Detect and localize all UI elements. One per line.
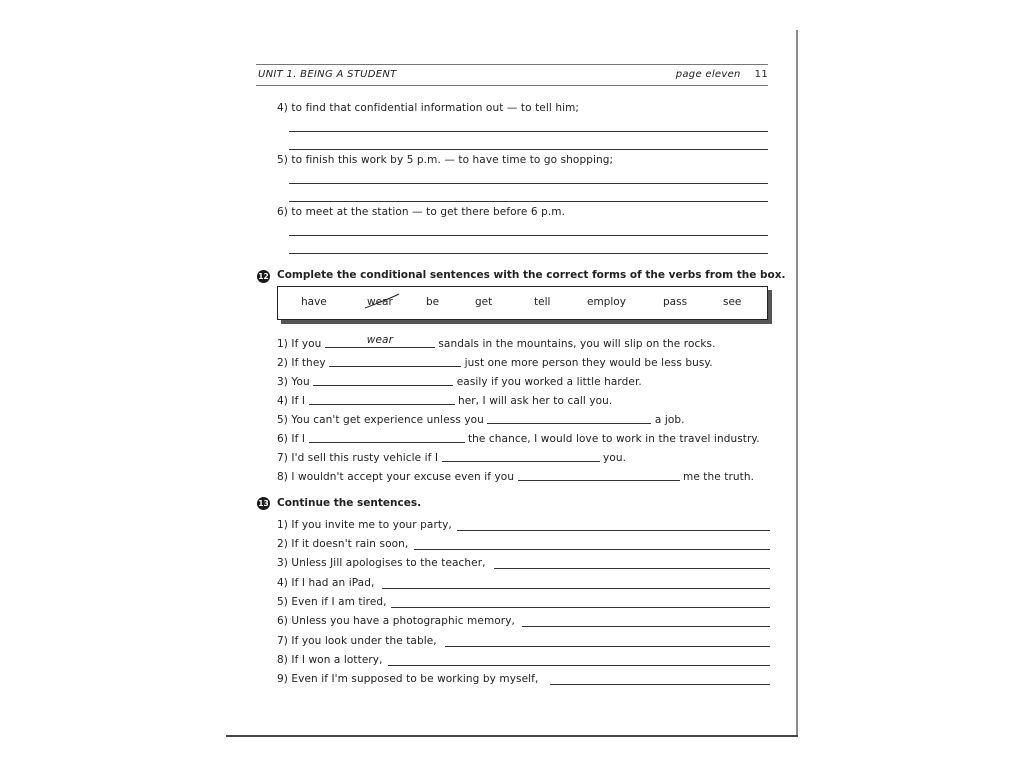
item-text-before: 1) If you [277,338,322,350]
item-text-after: just one more person they would be less busy. [464,357,713,369]
item-text-after: her, I will ask her to call you. [457,395,613,407]
exercise-13-item: 2) If it doesn't rain soon, [277,538,409,550]
item-text-before: 6) If I [277,433,306,445]
verb-word-crossed-text: wear [367,296,393,308]
page-number: 11 [754,69,768,80]
answer-line[interactable] [289,253,768,254]
item-text-after: easily if you worked a little harder. [456,376,642,388]
item-text-after: you. [603,452,627,464]
answer-line[interactable] [289,183,768,184]
answer-line[interactable] [391,607,770,608]
header-rule-top [256,64,768,65]
answer-line[interactable] [289,149,768,150]
page-edge-bottom [226,735,798,737]
answer-line[interactable] [289,201,768,202]
answer-line[interactable] [445,646,770,647]
exercise-12-item [277,469,754,483]
answer-line[interactable] [522,626,770,627]
exercise-12-item [277,336,716,350]
verb-word: be [426,296,440,308]
exercise-13-item: 1) If you invite me to your party, [277,519,452,531]
answer-blank[interactable] [329,355,461,367]
exercise-13-instruction: Continue the sentences. [277,497,422,509]
answer-line[interactable] [289,131,768,132]
page-label-text: page eleven [675,69,741,80]
item-text-after: a job. [654,414,685,426]
item-text-after: sandals in the mountains, you will slip on the rocks. [438,338,716,350]
header-rule-bottom [256,85,768,86]
exercise-12-item [277,412,685,426]
verb-word: have [301,296,327,308]
prev-item: 6) to meet at the station — to get there before 6 p.m. [277,206,566,218]
item-text-before: 8) I wouldn't accept your excuse even if you [277,471,515,483]
answer-line[interactable] [388,665,770,666]
verb-word: pass [663,296,688,308]
exercise-12-badge: 12 [258,272,269,281]
prev-item: 5) to finish this work by 5 p.m. — to have time to go shopping; [277,154,614,166]
answer-blank[interactable] [313,374,453,386]
answer-blank[interactable] [309,431,465,443]
exercise-13-badge: 13 [258,499,269,508]
exercise-12-item [277,374,642,388]
page-edge-right [796,30,798,736]
exercise-13-item: 4) If I had an iPad, [277,577,375,589]
item-text-before: 4) If I [277,395,306,407]
answer-line[interactable] [494,568,770,569]
exercise-13-item: 8) If I won a lottery, [277,654,383,666]
item-text-before: 7) I'd sell this rusty vehicle if I [277,452,439,464]
verb-word: get [475,296,493,308]
answer-blank[interactable] [487,412,651,424]
item-text-before: 2) If they [277,357,326,369]
exercise-12-item [277,355,713,369]
item-text-after: the chance, I would love to work in the travel industry. [467,433,760,445]
answer-blank[interactable] [325,336,435,348]
page-label [676,69,768,80]
verb-word: tell [534,296,551,308]
answer-line[interactable] [414,549,770,550]
answer-blank[interactable] [442,450,600,462]
exercise-12-instruction: Complete the conditional sentences with the correct forms of the verbs from the box. [277,269,786,281]
answer-line[interactable] [382,588,770,589]
answer-line[interactable] [457,530,770,531]
exercise-12-item [277,450,626,464]
item-text-after: me the truth. [682,471,755,483]
answer-line[interactable] [550,684,770,685]
verb-word: see [723,296,742,308]
answer-blank[interactable] [309,393,455,405]
strike-through-mark [361,290,403,316]
verb-box [277,286,768,320]
item-text-before: 3) You [277,376,310,388]
item-text-before: 5) You can't get experience unless you [277,414,484,426]
unit-title: UNIT 1. BEING A STUDENT [258,69,397,80]
exercise-12-item [277,431,760,445]
answer-line[interactable] [289,235,768,236]
verb-word: employ [587,296,626,308]
exercise-13-item: 5) Even if I am tired, [277,596,387,608]
exercise-12-item [277,393,612,407]
prev-item: 4) to find that confidential information out — to tell him; [277,102,580,114]
exercise-13-item: 7) If you look under the table, [277,635,437,647]
exercise-13-item: 9) Even if I'm supposed to be working by myself, [277,673,539,685]
answer-filled: wear [366,334,393,346]
exercise-13-item: 3) Unless Jill apologises to the teacher, [277,557,486,569]
verb-word-crossed [367,296,393,308]
exercise-13-item: 6) Unless you have a photographic memory, [277,615,515,627]
answer-blank[interactable] [518,469,680,481]
